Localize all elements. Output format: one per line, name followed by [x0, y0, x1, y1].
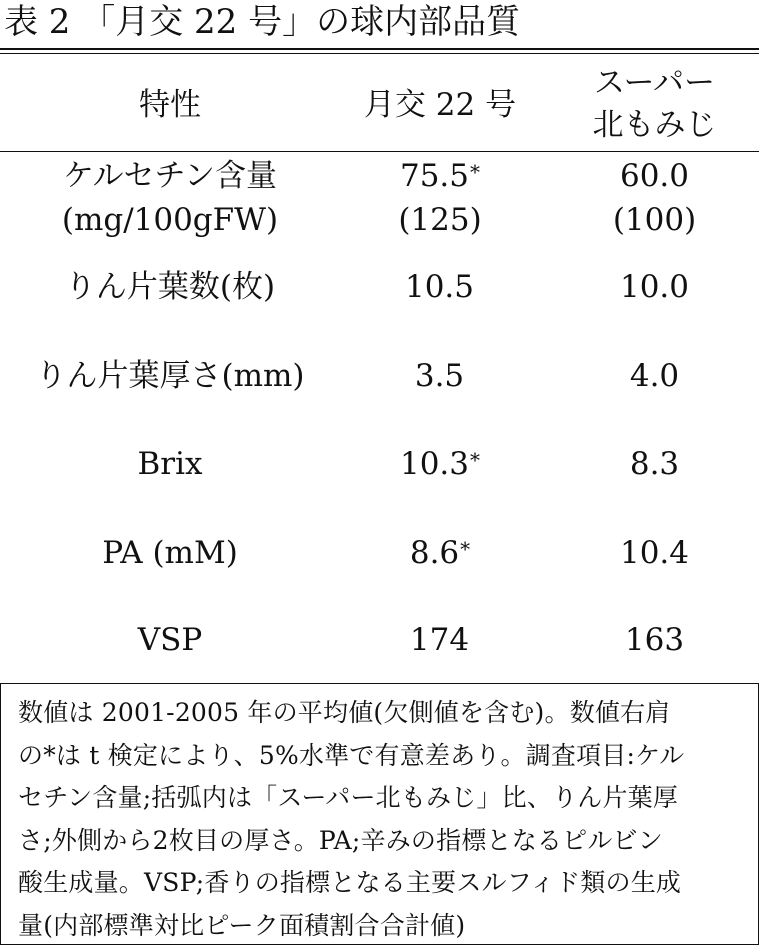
- significance-mark: *: [460, 537, 470, 561]
- footnote-line: の*は t 検定により、5%水準で有意差あり。調査項目:ケル: [18, 735, 744, 778]
- footnote-line: 数値は 2001-2005 年の平均値(欠側値を含む)。数値右肩: [18, 692, 744, 735]
- header-rule: [0, 151, 759, 152]
- row-value-b: 10.4: [550, 534, 759, 572]
- row-value-a: 3.5: [330, 357, 550, 395]
- header-variety-b-line1: スーパー: [550, 64, 759, 102]
- header-variety-b-line2: 北もみじ: [550, 106, 759, 144]
- row-value-b: 163: [550, 621, 759, 659]
- row-label: Brix: [0, 445, 340, 483]
- row-value-b: 10.0: [550, 268, 759, 306]
- row-label: VSP: [0, 621, 340, 659]
- row-label: りん片葉厚さ(mm): [0, 357, 340, 395]
- table-title: 表 2 「月交 22 号」の球内部品質: [4, 0, 520, 44]
- row-value-a: 174: [330, 621, 550, 659]
- row-value-a: 10.3*: [330, 445, 550, 483]
- row-value-a: 10.5: [330, 268, 550, 306]
- top-rule-lower: [0, 53, 759, 54]
- row-value-a-ratio: (125): [330, 201, 550, 239]
- top-rule-upper: [0, 48, 759, 50]
- footnote: [18, 692, 744, 947]
- row-label: りん片葉数(枚): [0, 268, 340, 306]
- row-label: ケルセチン含量: [0, 157, 340, 195]
- row-value-b: 60.0: [550, 157, 759, 195]
- footnote-line: セチン含量;括弧内は「スーパー北もみじ」比、りん片葉厚: [18, 777, 744, 820]
- header-trait: 特性: [0, 86, 340, 124]
- footnote-line: 酸生成量。VSP;香りの指標となる主要スルフィド類の生成: [18, 862, 744, 905]
- footnote-line: 量(内部標準対比ピーク面積割合合計値): [18, 905, 744, 947]
- row-value-a: 8.6*: [330, 534, 550, 572]
- row-value-a: 75.5*: [330, 157, 550, 195]
- row-label: PA (mM): [0, 534, 340, 572]
- row-value-b: 4.0: [550, 357, 759, 395]
- row-value-b: 8.3: [550, 445, 759, 483]
- significance-mark: *: [470, 160, 480, 184]
- significance-mark: *: [470, 448, 480, 472]
- row-value-b-ratio: (100): [550, 201, 759, 239]
- row-label-unit: (mg/100gFW): [0, 201, 340, 239]
- header-variety-a: 月交 22 号: [330, 86, 550, 124]
- footnote-line: さ;外側から2枚目の厚さ。PA;辛みの指標となるピルビン: [18, 820, 744, 863]
